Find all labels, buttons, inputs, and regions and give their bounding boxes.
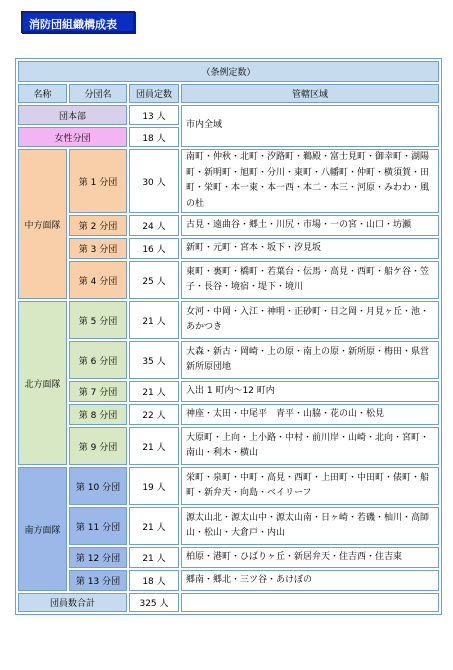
unit-name: 第 10 分団: [69, 467, 127, 505]
unit-count: 22 人: [129, 404, 179, 425]
row-count: 18 人: [129, 127, 179, 147]
table-row: [18, 301, 439, 339]
table-row: [18, 404, 439, 425]
unit-name: 第 7 分団: [69, 381, 127, 402]
table-row: [18, 215, 439, 236]
unit-area: 南町・仲秋・北町・汐路町・鵜殿・富士見町・御幸町・湖陽町・新明町・旭町・分川・東町・八幡町・仲町・横須賀・田町・栄町・本一東・本一西・本二・本三・河原・みわわ・風の杜: [181, 149, 439, 213]
unit-count: 30 人: [129, 149, 179, 213]
total-count: 325 人: [129, 593, 179, 612]
unit-name: 第 4 分団: [69, 261, 127, 299]
table-row: [18, 467, 439, 505]
unit-count: 24 人: [129, 215, 179, 236]
title-badge: [21, 11, 135, 33]
unit-area: 大原町・上向・上小路・中村・前川岸・山崎・北向・宮町・南山・利木・横山: [181, 427, 439, 465]
unit-count: 19 人: [129, 467, 179, 505]
table-row: [18, 261, 439, 299]
row-count: 13 人: [129, 105, 179, 125]
unit-name: 第 12 分団: [69, 547, 127, 568]
unit-name: 第 5 分団: [69, 301, 127, 339]
unit-area: 古見・遠曲谷・郷土・川尻・市場・一の宮・山口・坊瀬: [181, 215, 439, 236]
unit-count: 25 人: [129, 261, 179, 299]
table-row: [18, 507, 439, 545]
unit-count: 21 人: [129, 427, 179, 465]
unit-name: 第 3 分団: [69, 238, 127, 259]
header-area: 管轄区域: [181, 84, 439, 103]
page-title: 消防団組織構成表: [29, 18, 117, 31]
unit-area: 郷南・郷北・三ツ谷・あけぼの: [181, 570, 439, 591]
group-name: 南方面隊: [18, 467, 67, 591]
row-name: 女性分団: [18, 127, 127, 147]
unit-name: 第 11 分団: [69, 507, 127, 545]
total-row: [18, 593, 439, 612]
unit-count: 18 人: [129, 570, 179, 591]
unit-name: 第 9 分団: [69, 427, 127, 465]
unit-count: 21 人: [129, 301, 179, 339]
unit-area: 東町・裏町・橋町・若葉台・伝馬・高見・西町・船ケ谷・笠子・長谷・境宿・堤下・境川: [181, 261, 439, 299]
unit-area: 入出 1 町内〜12 町内: [181, 381, 439, 402]
table-row: [18, 547, 439, 568]
unit-count: 16 人: [129, 238, 179, 259]
table-row: [18, 238, 439, 259]
unit-area: 神座・太田・中尾平 青平・山脇・花の山・松見: [181, 404, 439, 425]
header-unit: 分団名: [69, 84, 127, 103]
unit-area: 栄町・泉町・中町・高見・西町・上田町・中田町・俵町・船町・新弁天・向島・ベイリーフ: [181, 467, 439, 505]
total-label: 団員数合計: [18, 593, 127, 612]
header-row: [18, 84, 439, 103]
table-row: [18, 427, 439, 465]
unit-name: 第 2 分団: [69, 215, 127, 236]
group-name: 中方面隊: [18, 149, 67, 299]
table-row: [18, 105, 439, 125]
unit-area: 女河・中岡・入江・神明・正砂町・日之岡・月見ヶ丘・池・あかつき: [181, 301, 439, 339]
table-row: [18, 149, 439, 213]
table-row: [18, 381, 439, 402]
unit-count: 21 人: [129, 381, 179, 402]
table-row: [18, 341, 439, 379]
unit-area: 柏原・港町・ひばりヶ丘・新居弁天・住吉西・住吉東: [181, 547, 439, 568]
unit-name: 第 1 分団: [69, 149, 127, 213]
row-name: 団本部: [18, 105, 127, 125]
header-name: 名称: [18, 84, 67, 103]
unit-area: 大森・新古・岡崎・上の原・南上の原・新所原・梅田・県営新所原団地: [181, 341, 439, 379]
header-count: 団員定数: [129, 84, 179, 103]
total-empty: [181, 593, 439, 612]
unit-name: 第 13 分団: [69, 570, 127, 591]
group-name: 北方面隊: [18, 301, 67, 465]
unit-count: 35 人: [129, 341, 179, 379]
unit-count: 21 人: [129, 507, 179, 545]
band-label: （条例定数）: [18, 61, 439, 82]
table-row: [18, 570, 439, 591]
row-area: 市内全域: [181, 105, 439, 147]
unit-name: 第 8 分団: [69, 404, 127, 425]
unit-area: 新町・元町・宮本・坂下・汐見坂: [181, 238, 439, 259]
organization-table: [15, 58, 442, 615]
band-row: [18, 61, 439, 82]
unit-area: 源太山北・源太山中・源太山南・日ヶ崎・若磯・杣川・高師山・松山・大倉戸・内山: [181, 507, 439, 545]
unit-name: 第 6 分団: [69, 341, 127, 379]
unit-count: 21 人: [129, 547, 179, 568]
